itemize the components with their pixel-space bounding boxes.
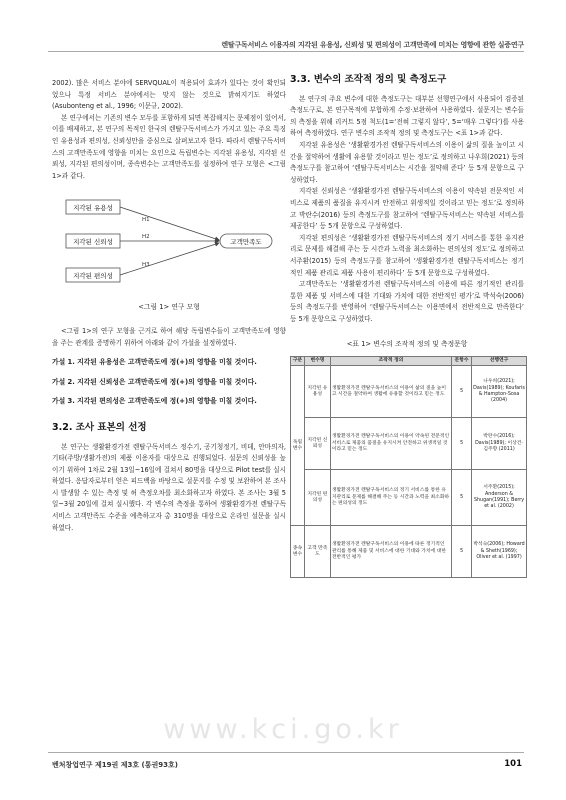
right-paragraph-4: 지각된 편의성은 ‘생활환경가전 렌탈구독서비스의 정기 서비스를 통한 유지관리로 문제를 해결해 주는 등 시간과 노력을 최소화하는 편의성의 정도’로 정의하고 서주환(2015) 등의 측정도구를 참고하여 ‘생활환경가전 렌탈구독서비스는 정기적인 제품 관리로 제품 사용이 편리하다’ 등 5개 문항으로 구성하였다. bbox=[290, 233, 524, 277]
cell-def: 생활환경가전 렌탈구독서비스의 이용에 따른 정기적인 관리를 통해 제품 및 서비스에 대한 기대와 가치에 대한 전반적인 평가 bbox=[330, 526, 451, 578]
label-h1: H1 bbox=[142, 217, 150, 224]
hypothesis-3: 가설 3. 지각된 편의성은 고객만족도에 정(+)의 영향을 미칠 것이다. bbox=[52, 397, 257, 406]
page-number: 101 bbox=[504, 759, 522, 769]
figure-caption: <그림 1> 연구 모형 bbox=[138, 303, 200, 312]
th-variable: 변수명 bbox=[304, 357, 330, 366]
th-prior-research: 선행연구 bbox=[472, 357, 527, 366]
cell-var: 지각된 신뢰성 bbox=[304, 418, 330, 470]
group-independent: 독립변수 bbox=[291, 366, 305, 526]
box-reliability-label: 지각된 신뢰성 bbox=[73, 238, 113, 247]
th-definition: 조작적 정의 bbox=[330, 357, 451, 366]
th-category: 구분 bbox=[291, 357, 305, 366]
running-header: 렌탈구독서비스 이용자의 지각된 유용성, 신뢰성 및 편의성이 고객만족에 미치는 영향에 관한 실증연구 bbox=[221, 41, 524, 49]
table-row bbox=[291, 418, 527, 470]
arrow-h3 bbox=[120, 243, 219, 275]
table-caption: <표 1> 변수의 조작적 정의 및 측정문항 bbox=[346, 340, 468, 349]
box-convenience-label: 지각된 편의성 bbox=[73, 272, 113, 281]
cell-n: 5 bbox=[452, 470, 472, 526]
left-column bbox=[52, 78, 286, 534]
research-model-diagram bbox=[52, 188, 286, 298]
section-heading-3-3: 3.3. 변수의 조작적 정의 및 측정도구 bbox=[290, 74, 447, 85]
footer-rule bbox=[48, 752, 524, 753]
box-usefulness-label: 지각된 유용성 bbox=[73, 204, 113, 213]
variables-table bbox=[290, 356, 527, 578]
box-satisfaction-label: 고객만족도 bbox=[230, 238, 262, 247]
cell-n: 5 bbox=[452, 418, 472, 470]
table-header-row bbox=[291, 357, 527, 366]
right-paragraph-1: 본 연구의 주요 변수에 대한 측정도구는 대부분 선행연구에서 사용되어 검증된 측정도구로, 본 연구목적에 부합하게 수정·보완하여 사용하였다. 설문지는 변수들의 측정을 위해 리커트 5점 척도(1=‘전혀 그렇지 않다’, 5=‘매우 그렇다’)를 사용하여 측정하였다. 연구 변수의 조작적 정의 및 측정도구는 <표 1>과 같다. bbox=[290, 94, 524, 138]
journal-info: 벤처창업연구 제19권 제3호 (통권93호) bbox=[52, 761, 178, 769]
cell-var: 지각된 유용성 bbox=[304, 366, 330, 418]
left-paragraph-3: <그림 1>의 연구 모형을 근거로 하여 해당 독립변수들이 고객만족도에 영향을 주는 관계를 증명하기 위하여 아래와 같이 가설을 설정하였다. bbox=[52, 326, 286, 347]
cell-var: 지각된 편의성 bbox=[304, 470, 330, 526]
cell-ref: 서주환(2015); Anderson & Shugan(1991); Berry et al. (2002) bbox=[472, 470, 527, 526]
cell-var: 고객 만족도 bbox=[304, 526, 330, 578]
hypothesis-1: 가설 1. 지각된 유용성은 고객만족도에 정(+)의 영향을 미칠 것이다. bbox=[52, 358, 257, 367]
th-item-count: 문항수 bbox=[452, 357, 472, 366]
hypothesis-2: 가설 2. 지각된 신뢰성은 고객만족도에 정(+)의 영향을 미칠 것이다. bbox=[52, 377, 257, 386]
cell-def: 생활환경가전 렌탈구독서비스의 이용이 약속된 전문적인 서비스로 제품의 품질을 유지시켜 안전하고 위생적일 것이라고 믿는 정도 bbox=[330, 418, 451, 470]
header-rule bbox=[48, 51, 524, 52]
left-paragraph-4: 본 연구는 생활환경가전 렌탈구독서비스 정수기, 공기청정기, 비데, 안마의자, 기타(주방/생활가전)의 제품 이용자를 대상으로 진행되었다. 설문의 신뢰성을 높이기 위하여 1차로 2월 13일~16일에 걸쳐서 80명을 대상으로 Pilot test를 실시하였다. 응답자로부터 얻은 피드백을 바탕으로 설문지를 수정 및 보완하여 본 조사 시 발생할 수 있는 측정 및 허 측정오차를 최소화하고자 하였다. 본 조사는 3월 5일~3월 20일에 걸쳐 실시했다. 각 변수의 측정을 통하여 생활환경가전 렌탈구독서비스 고객만족도 수준을 예측하고자 총 310명을 대상으로 온라인 설문을 실시하였다. bbox=[52, 442, 286, 532]
research-model-figure bbox=[52, 188, 286, 298]
right-paragraph-5: 고객만족도는 ‘생활환경가전 렌탈구독서비스의 이용에 따른 정기적인 관리를 통한 제품 및 서비스에 대한 기대와 가치에 대한 전반적인 평가’로 박석숙(2006) 등의 측정도구를 반영하여 ‘렌탈구독서비스는 이용면에서 전반적으로 만족한다’ 등 5개 문항으로 구성하였다. bbox=[290, 280, 524, 323]
cell-n: 5 bbox=[452, 366, 472, 418]
cell-def: 생활환경가전 렌탈구독서비스의 정기 서비스를 통한 유지관리로 문제를 해결해 주는 등 시간과 노력을 최소화하는 편의성의 정도 bbox=[330, 470, 451, 526]
label-h3: H3 bbox=[142, 262, 150, 269]
label-h2: H2 bbox=[142, 234, 150, 241]
cell-ref: 나우희(2021); Davis(1989); Koufaris & Hampton-Sosa (2004) bbox=[472, 366, 527, 418]
group-dependent: 종속변수 bbox=[291, 526, 305, 578]
watermark: www.kci.go.kr bbox=[163, 714, 403, 745]
right-paragraph-2: 지각된 유용성은 ‘생활환경가전 렌탈구독서비스의 이용이 삶의 질을 높이고 시간을 절약하여 생활에 유용할 것이라고 믿는 정도’로 정의하고 나우희(2021) 등의 측정도구를 참고하여 ‘렌탈구독서비스는 시간을 절약해 준다’ 등 5개 문항으로 구성하였다. bbox=[290, 140, 524, 184]
section-heading-3-2: 3.2. 조사 표본의 선정 bbox=[52, 421, 147, 433]
right-paragraph-3: 지각된 신뢰성은 ‘생활환경가전 렌탈구독서비스의 이용이 약속된 전문적인 서비스로 제품의 품질을 유지시켜 안전하고 위생적일 것이라고 믿는 정도’로 정의하고 박란수(2016) 등의 측정도구를 참고하여 ‘렌탈구독서비스는 약속된 서비스를 제공한다’ 등 5개 문항으로 구성하였다. bbox=[290, 187, 524, 231]
right-column bbox=[290, 74, 524, 578]
cell-ref: 박란수(2016); Davis(1989); 이상건·김주향 (2011) bbox=[472, 418, 527, 470]
cell-ref: 박석숙(2006); Howard & Sheth(1969); Oliver et al. (1997) bbox=[472, 526, 527, 578]
left-paragraph-2: 본 연구에서는 기존의 변수 모두를 포함하게 되면 복잡해지는 문제점이 있어서, 이를 배제하고, 본 연구의 목적인 한국의 렌탈구독서비스가 가지고 있는 주요 특징인 유용성과 편의성, 신뢰성만을 중심으로 살펴보고자 한다. 따라서 렌탈구독서비스의 고객만족도에 영향을 미치는 요인으로 독립변수는 지각된 유용성, 지각된 신뢰성, 지각된 편의성이며, 종속변수는 고객만족도를 설정하여 연구 모형은 <그림 1>과 같다. bbox=[52, 113, 286, 180]
cell-n: 5 bbox=[452, 526, 472, 578]
table-row bbox=[291, 470, 527, 526]
table-row bbox=[291, 526, 527, 578]
cell-def: 생활환경가전 렌탈구독서비스의 이용이 삶의 질을 높이고 시간을 절약하여 생활에 유용할 것이라고 믿는 정도 bbox=[330, 366, 451, 418]
table-row bbox=[291, 366, 527, 418]
left-paragraph-1: 2002). 많은 서비스 분야에 SERVQUAL이 적용되어 효과가 있다는 것이 확인되었으나 특정 서비스 분야에서는 맞지 않는 것으로 밝혀지기도 하였다(Asubonteng et al., 1996; 이문규, 2002). bbox=[52, 79, 286, 111]
arrow-h1 bbox=[120, 207, 219, 240]
